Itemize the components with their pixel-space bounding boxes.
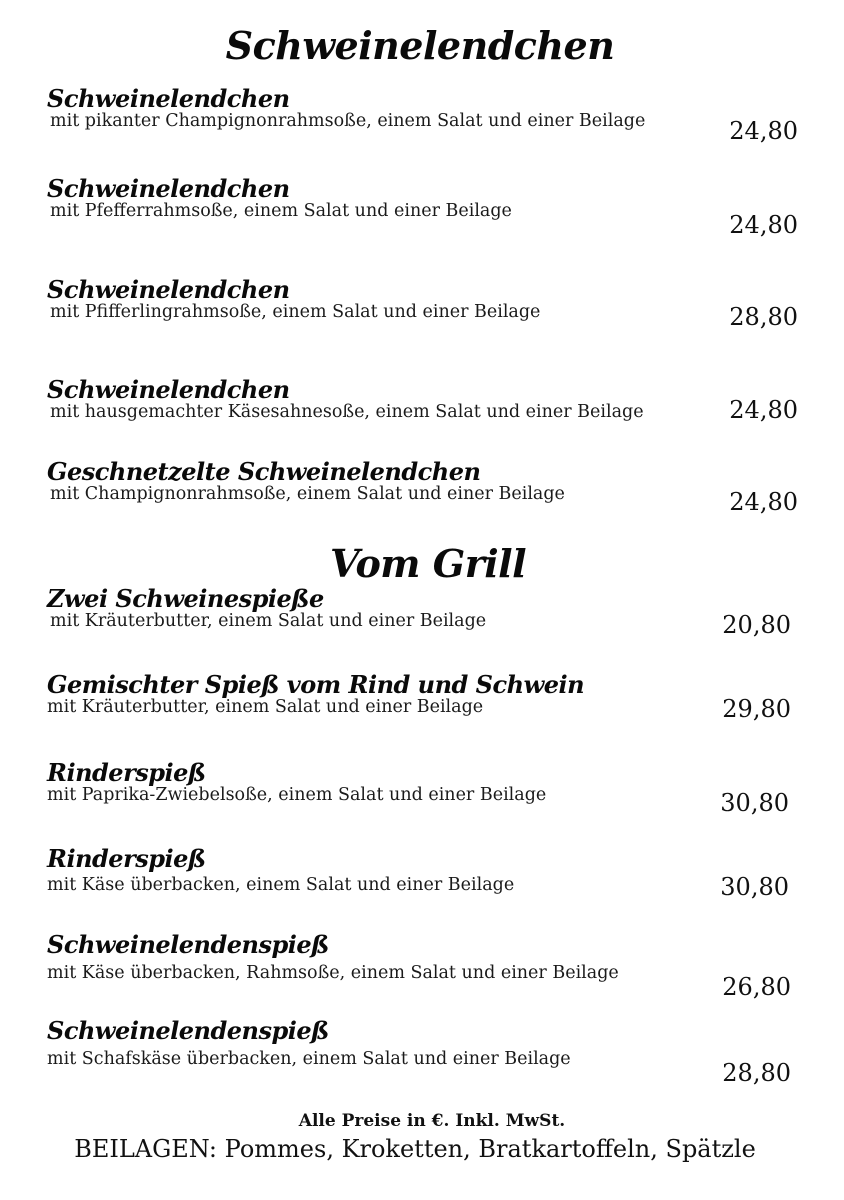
item-price: 28,80 bbox=[722, 1059, 791, 1087]
item-description: mit Pfefferrahmsoße, einem Salat und einer Beilage bbox=[50, 201, 512, 221]
item-price: 24,80 bbox=[729, 488, 798, 516]
item-price: 28,80 bbox=[729, 303, 798, 331]
price-note: Alle Preise in €. Inkl. MwSt. bbox=[298, 1111, 566, 1131]
item-price: 20,80 bbox=[722, 611, 791, 639]
item-description: mit Kräuterbutter, einem Salat und einer Beilage bbox=[47, 697, 484, 717]
item-description: mit Käse überbacken, einem Salat und einer Beilage bbox=[47, 875, 515, 895]
item-name: Schweinelendchen bbox=[47, 275, 290, 304]
item-name: Schweinelendchen bbox=[47, 174, 290, 203]
item-price: 26,80 bbox=[722, 973, 791, 1001]
item-price: 30,80 bbox=[720, 873, 789, 901]
item-description: mit hausgemachter Käsesahnesoße, einem Salat und einer Beilage bbox=[50, 402, 644, 422]
item-name: Schweinelendchen bbox=[47, 84, 290, 113]
sides-line bbox=[0, 1134, 830, 1164]
menu-item bbox=[0, 670, 844, 750]
item-name: Gemischter Spieß vom Rind und Schwein bbox=[47, 670, 585, 699]
section-title-schweinelendchen: Schweinelendchen bbox=[225, 23, 615, 68]
item-description: mit Paprika-Zwiebelsoße, einem Salat und einer Beilage bbox=[47, 785, 547, 805]
item-price: 30,80 bbox=[720, 789, 789, 817]
menu-item bbox=[0, 375, 844, 455]
sides-label: BEILAGEN: bbox=[74, 1135, 218, 1163]
item-description: mit Kräuterbutter, einem Salat und einer Beilage bbox=[50, 611, 487, 631]
sides-list: Pommes, Kroketten, Bratkartoffeln, Spätzle bbox=[224, 1135, 756, 1163]
item-name: Geschnetzelte Schweinelendchen bbox=[47, 457, 481, 486]
menu-item bbox=[0, 275, 844, 355]
item-description: mit Schafskäse überbacken, einem Salat und einer Beilage bbox=[47, 1049, 571, 1069]
item-price: 24,80 bbox=[729, 211, 798, 239]
menu-item bbox=[0, 758, 844, 838]
menu-item bbox=[0, 930, 844, 1010]
item-name: Rinderspieß bbox=[47, 758, 206, 787]
item-price: 24,80 bbox=[729, 117, 798, 145]
item-name: Rinderspieß bbox=[47, 844, 206, 873]
menu-item bbox=[0, 844, 844, 924]
menu-item bbox=[0, 174, 844, 254]
item-price: 24,80 bbox=[729, 396, 798, 424]
item-name: Zwei Schweinespieße bbox=[47, 584, 324, 613]
menu-item bbox=[0, 457, 844, 537]
item-description: mit Champignonrahmsoße, einem Salat und einer Beilage bbox=[50, 484, 565, 504]
item-description: mit pikanter Champignonrahmsoße, einem Salat und einer Beilage bbox=[50, 111, 646, 131]
item-description: mit Käse überbacken, Rahmsoße, einem Salat und einer Beilage bbox=[47, 963, 619, 983]
menu-item bbox=[0, 1016, 844, 1096]
item-name: Schweinelendchen bbox=[47, 375, 290, 404]
item-price: 29,80 bbox=[722, 695, 791, 723]
item-description: mit Pfifferlingrahmsoße, einem Salat und einer Beilage bbox=[50, 302, 541, 322]
menu-item bbox=[0, 84, 844, 164]
section-title-vom-grill: Vom Grill bbox=[329, 541, 527, 586]
menu-item bbox=[0, 584, 844, 664]
item-name: Schweinelendenspieß bbox=[47, 1016, 329, 1045]
item-name: Schweinelendenspieß bbox=[47, 930, 329, 959]
